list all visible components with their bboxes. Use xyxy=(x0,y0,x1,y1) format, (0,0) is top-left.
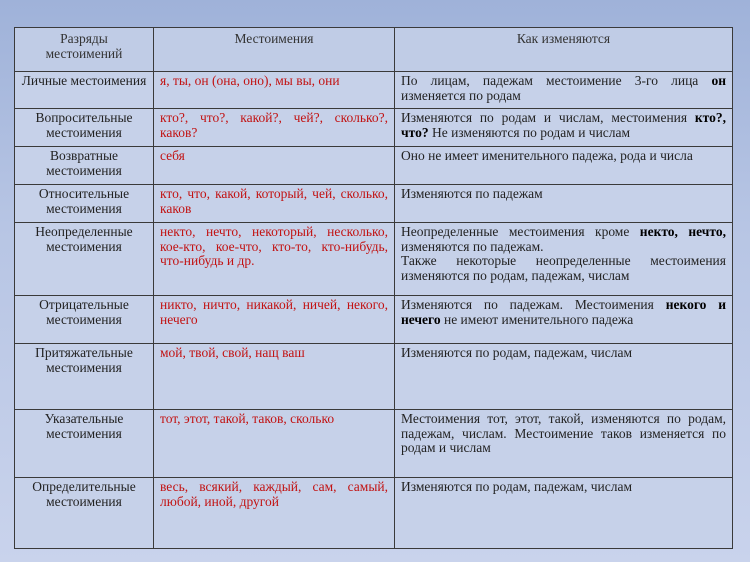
row-change: По лицам, падежам местоимение 3-го лица он изменяется по родам xyxy=(395,72,733,109)
row-pronouns: мой, твой, свой, нащ ваш xyxy=(154,344,395,410)
row-pronouns: себя xyxy=(154,147,395,185)
table-row xyxy=(15,344,733,410)
row-category: Относительные местоимения xyxy=(15,185,154,223)
row-pronouns: никто, ничто, никакой, ничей, некого, нечего xyxy=(154,296,395,344)
row-pronouns: кто?, что?, какой?, чей?, сколько?, каков? xyxy=(154,109,395,147)
row-change: Изменяются по родам и числам, местоимения кто?, что? Не изменяются по родам и числам xyxy=(395,109,733,147)
header-pronouns: Местоимения xyxy=(154,28,395,72)
table-row xyxy=(15,478,733,549)
row-change: Изменяются по падежам. Местоимения некого и нечего не имеют именительного падежа xyxy=(395,296,733,344)
row-pronouns: я, ты, он (она, оно), мы вы, они xyxy=(154,72,395,109)
row-change: Изменяются по родам, падежам, числам xyxy=(395,478,733,549)
row-pronouns: весь, всякий, каждый, сам, самый, любой, иной, другой xyxy=(154,478,395,549)
row-pronouns: некто, нечто, некоторый, несколько, кое-кто, кое-что, кто-то, кто-нибудь, что-нибудь и др. xyxy=(154,223,395,296)
table-row xyxy=(15,185,733,223)
table-row xyxy=(15,296,733,344)
row-category: Вопросительные местоимения xyxy=(15,109,154,147)
table-row xyxy=(15,410,733,478)
row-category: Неопределенные местоимения xyxy=(15,223,154,296)
row-category: Притяжательные местоимения xyxy=(15,344,154,410)
header-change: Как изменяются xyxy=(395,28,733,72)
row-category: Указательные местоимения xyxy=(15,410,154,478)
row-change: Неопределенные местоимения кроме некто, нечто, изменяются по падежам. Также некоторые неопределенные местоимения изменяются по родам, падежам, числам xyxy=(395,223,733,296)
header-category: Разряды местоимений xyxy=(15,28,154,72)
row-category: Определительные местоимения xyxy=(15,478,154,549)
table-row xyxy=(15,109,733,147)
row-category: Возвратные местоимения xyxy=(15,147,154,185)
table-row xyxy=(15,72,733,109)
row-change: Оно не имеет именительного падежа, рода и числа xyxy=(395,147,733,185)
row-change: Местоимения тот, этот, такой, изменяются по родам, падежам, числам. Местоимение таков изменяется по родам и числам xyxy=(395,410,733,478)
row-pronouns: тот, этот, такой, таков, сколько xyxy=(154,410,395,478)
row-category: Личные местоимения xyxy=(15,72,154,109)
row-category: Отрицательные местоимения xyxy=(15,296,154,344)
pronoun-table-container xyxy=(14,27,732,549)
pronoun-table xyxy=(14,27,733,549)
table-header-row xyxy=(15,28,733,72)
row-pronouns: кто, что, какой, который, чей, сколько, каков xyxy=(154,185,395,223)
table-row xyxy=(15,147,733,185)
row-change: Изменяются по родам, падежам, числам xyxy=(395,344,733,410)
row-change: Изменяются по падежам xyxy=(395,185,733,223)
table-row xyxy=(15,223,733,296)
